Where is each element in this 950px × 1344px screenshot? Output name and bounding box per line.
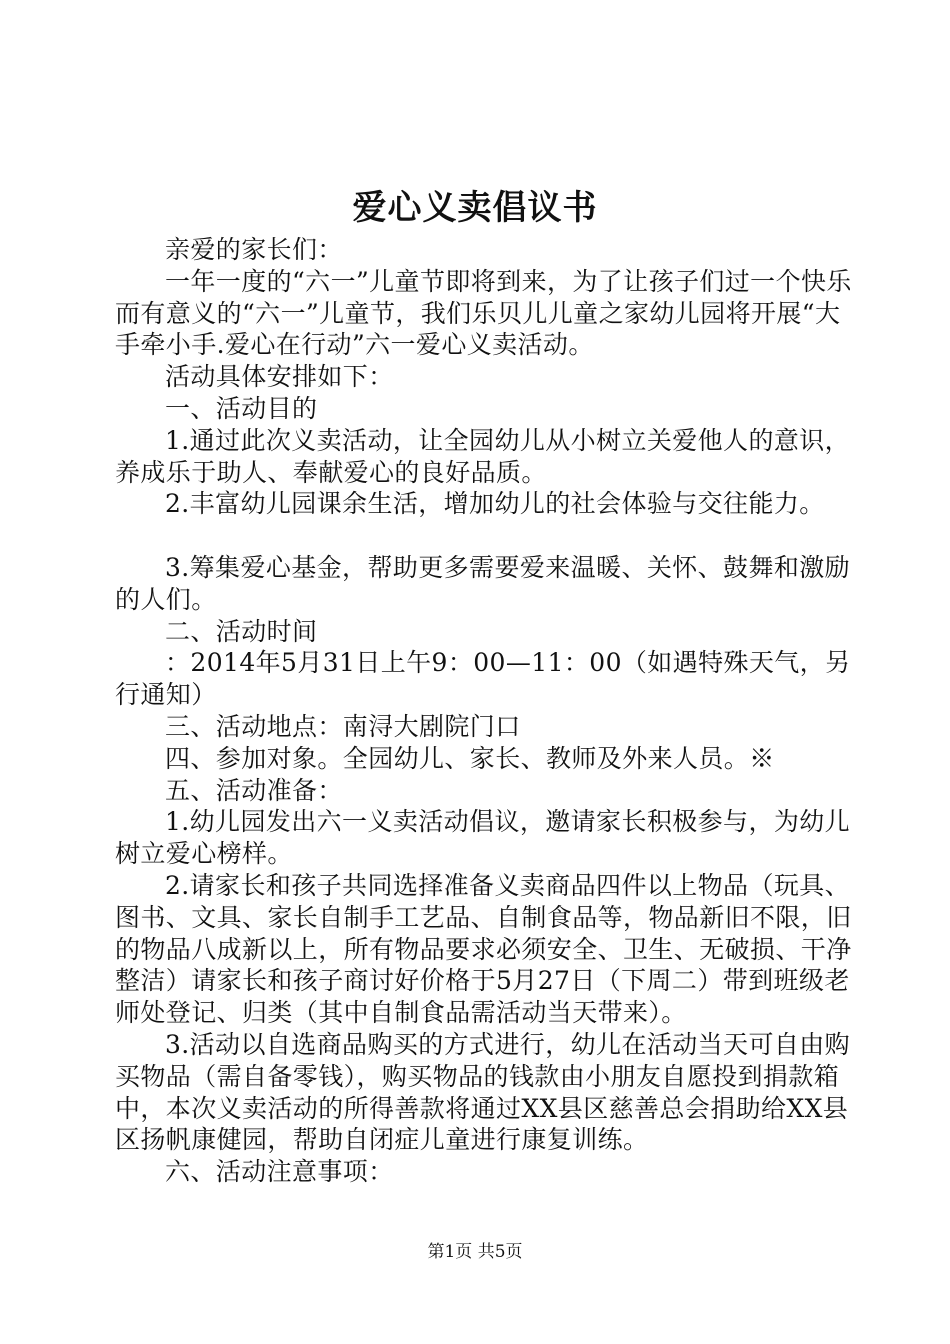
paragraph-purpose-3: 3.筹集爱心基金，帮助更多需要爱来温暖、关怀、鼓舞和激励的人们。 [115,552,851,614]
paragraph-schedule-intro: 活动具体安排如下： [165,362,394,392]
document-body [115,234,855,1188]
section-heading-preparation: 五、活动准备： [165,775,343,805]
paragraph-purpose-1: 1.通过此次义卖活动，让全园幼儿从小树立关爱他人的意识，养成乐于助人、奉献爱心的良好品质。 [115,425,851,487]
section-heading-participants: 四、参加对象。全园幼儿、家长、教师及外来人员。※ [165,743,775,773]
section-heading-notes: 六、活动注意事项： [165,1157,394,1187]
section-heading-time: 二、活动时间 [165,616,318,646]
paragraph-time: ：2014年5月31日上午9：00—11：00（如遇特殊天气，另行通知） [115,648,851,710]
paragraph-preparation-1: 1.幼儿园发出六一义卖活动倡议，邀请家长积极参与，为幼儿树立爱心榜样。 [115,807,851,869]
paragraph-preparation-3: 3.活动以自选商品购买的方式进行，幼儿在活动当天可自由购买物品（需自备零钱），购买物品的钱款由小朋友自愿投到捐款箱中，本次义卖活动的所得善款将通过XX县区慈善总会捐助给XX县区扬帆康健园，帮助自闭症儿童进行康复训练。 [115,1029,851,1155]
paragraph-intro: 一年一度的“六一”儿童节即将到来，为了让孩子们过一个快乐而有意义的“六一”儿童节，我们乐贝儿儿童之家幼儿园将开展“大手牵小手.爱心在行动”六一爱心义卖活动。 [115,266,852,360]
paragraph-purpose-2: 2.丰富幼儿园课余生活，增加幼儿的社会体验与交往能力。 [165,489,825,519]
document-title: 爱心义卖倡议书 [352,188,598,228]
page-footer: 第1页 共5页 [427,1242,523,1262]
section-heading-location: 三、活动地点：南浔大剧院门口 [165,711,521,741]
paragraph-preparation-2: 2.请家长和孩子共同选择准备义卖商品四件以上物品（玩具、图书、文具、家长自制手工艺品、自制食品等，物品新旧不限，旧的物品八成新以上，所有物品要求必须安全、卫生、无破损、干净整洁）请家长和孩子商讨好价格于5月27日（下周二）带到班级老师处登记、归类（其中自制食品需活动当天带来）。 [115,870,852,1028]
paragraph-salutation: 亲爱的家长们： [165,235,343,264]
blank-line [115,520,855,552]
section-heading-purpose: 一、活动目的 [165,393,318,423]
